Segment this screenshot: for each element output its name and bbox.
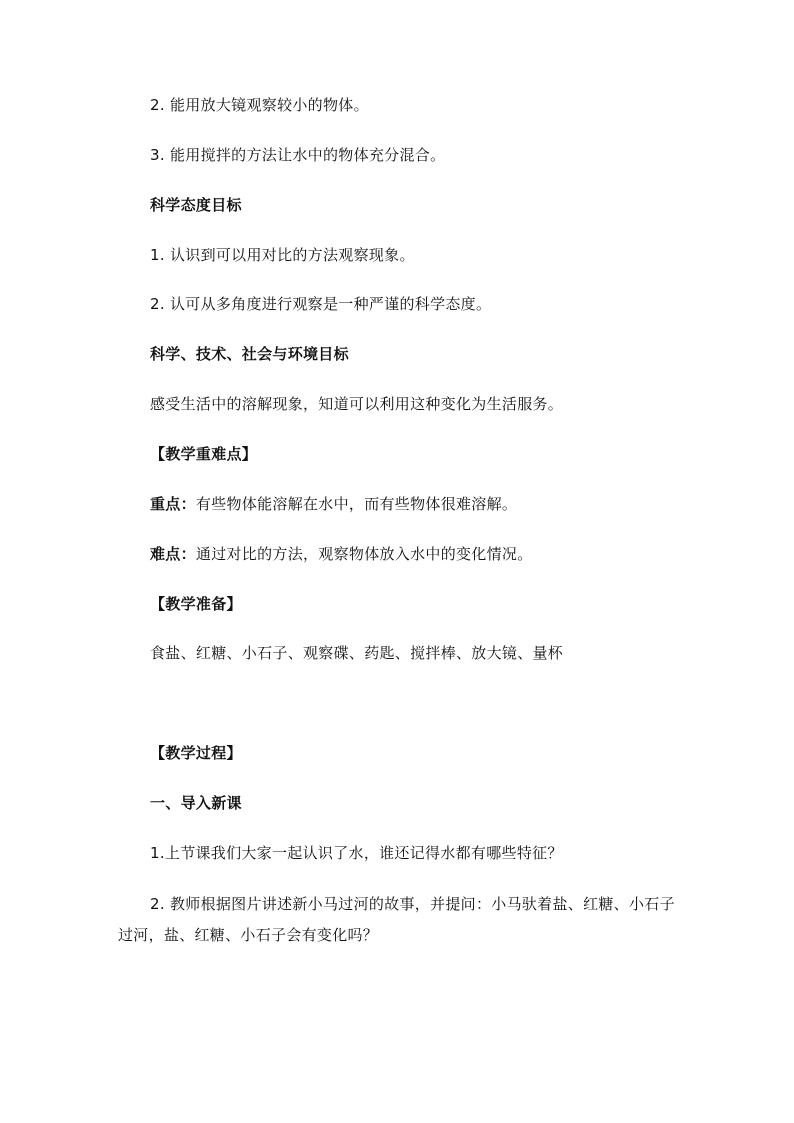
focus-text: 有些物体能溶解在水中，而有些物体很难溶解。 <box>195 495 518 513</box>
preparation-heading: 【教学准备】 <box>150 595 242 613</box>
focus-label: 重点： <box>150 495 196 513</box>
goal-item-2: 2. 能用放大镜观察较小的物体。 <box>150 96 369 114</box>
materials-list: 食盐、红糖、小石子、观察碟、药匙、搅拌棒、放大镜、量杯 <box>150 644 564 662</box>
stse-text: 感受生活中的溶解现象，知道可以利用这种变化为生活服务。 <box>150 395 564 413</box>
key-points-heading: 【教学重难点】 <box>150 445 258 463</box>
process-heading: 【教学过程】 <box>150 744 242 762</box>
intro-step-2: 2. 教师根据图片讲述新小马过河的故事，并提问：小马驮着盐、红糖、小石子过河，盐、红糖、小石子会有变化吗？ <box>118 895 675 944</box>
section-intro-heading: 一、导入新课 <box>150 794 242 812</box>
intro-step-1: 1.上节课我们大家一起认识了水，谁还记得水都有哪些特征？ <box>150 844 563 862</box>
attitude-heading: 科学态度目标 <box>150 196 242 214</box>
attitude-item-2: 2. 认可从多角度进行观察是一种严谨的科学态度。 <box>150 295 492 313</box>
attitude-item-1: 1. 认识到可以用对比的方法观察现象。 <box>150 246 415 264</box>
difficulty-text: 通过对比的方法，观察物体放入水中的变化情况。 <box>195 545 533 563</box>
difficulty-line <box>150 547 533 562</box>
goal-item-3: 3. 能用搅拌的方法让水中的物体充分混合。 <box>150 146 446 164</box>
difficulty-label: 难点： <box>150 545 196 563</box>
stse-heading: 科学、技术、社会与环境目标 <box>150 345 349 363</box>
focus-line <box>150 497 517 512</box>
